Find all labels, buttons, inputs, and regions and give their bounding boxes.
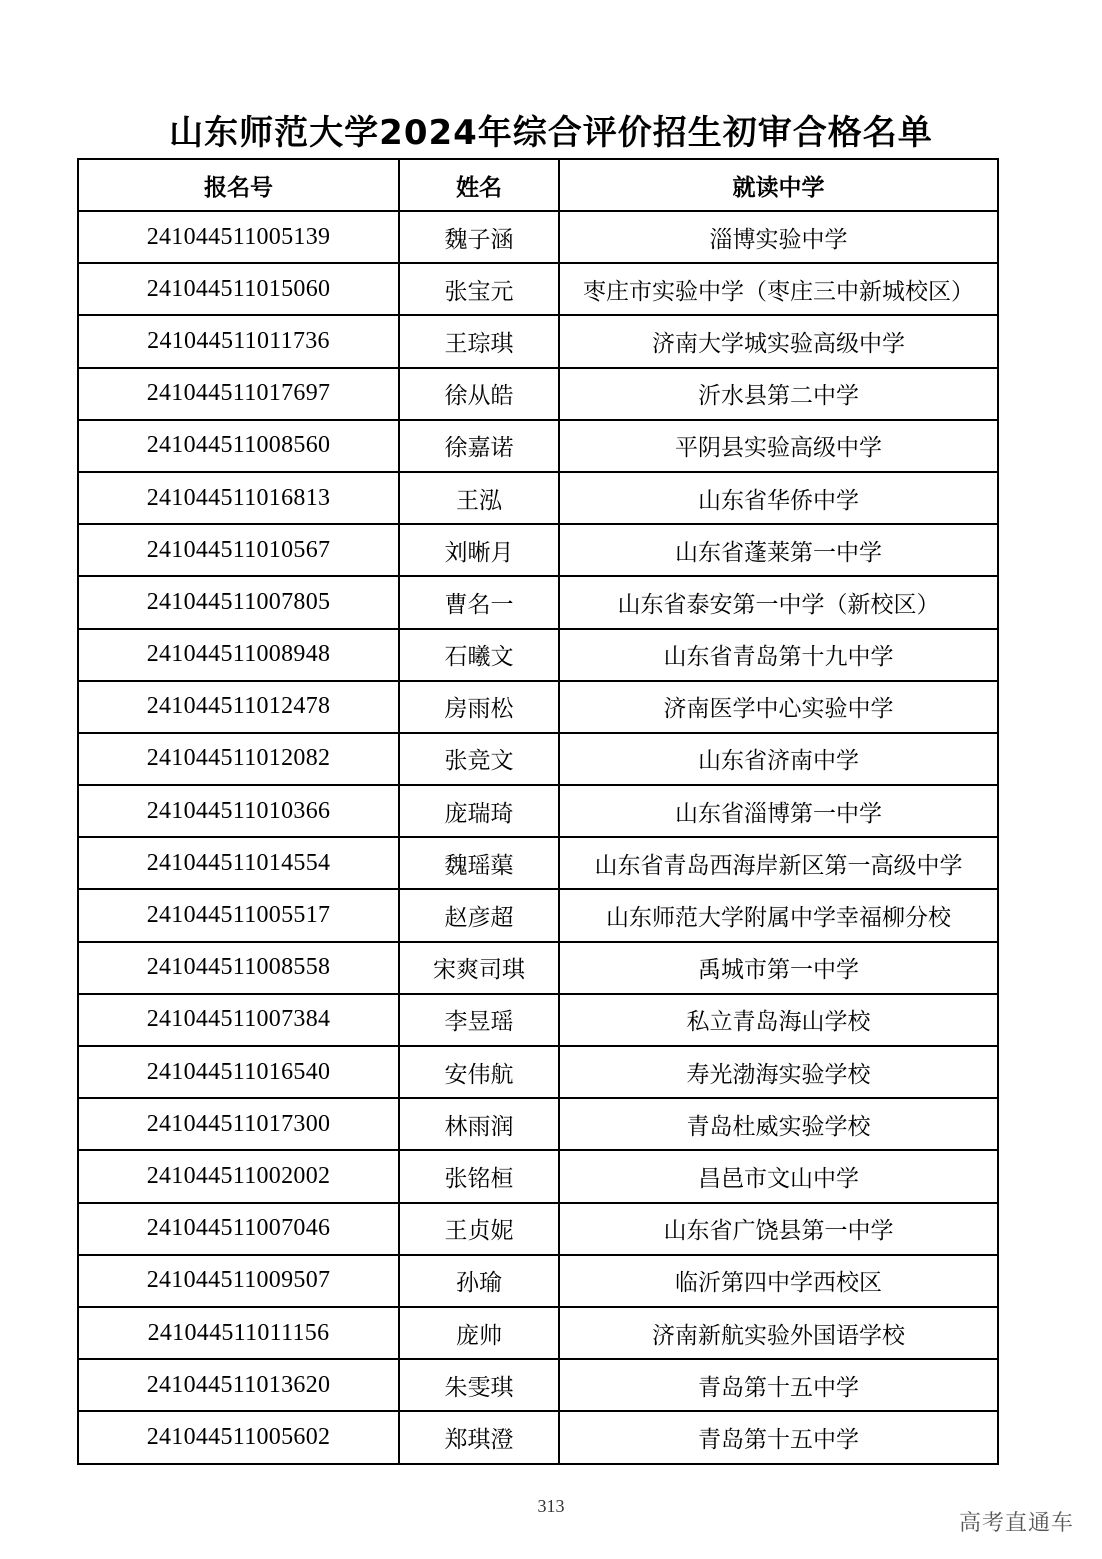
registration-number-cell: 241044511008560	[78, 420, 399, 472]
student-name-cell: 王泓	[399, 472, 559, 524]
student-name-cell: 张竞文	[399, 733, 559, 785]
school-name-cell: 济南医学中心实验中学	[559, 681, 998, 733]
school-name-cell: 青岛第十五中学	[559, 1359, 998, 1411]
table-row	[78, 733, 998, 785]
registration-number-cell: 241044511014554	[78, 837, 399, 889]
school-name-cell: 济南大学城实验高级中学	[559, 315, 998, 367]
registration-number-cell: 241044511005139	[78, 211, 399, 263]
header-registration-number: 报名号	[78, 159, 399, 211]
table-header-row	[78, 159, 998, 211]
school-name-cell: 禹城市第一中学	[559, 942, 998, 994]
table-row	[78, 1150, 998, 1202]
table-row	[78, 315, 998, 367]
table-row	[78, 472, 998, 524]
student-name-cell: 房雨松	[399, 681, 559, 733]
table-body	[78, 211, 998, 1464]
student-name-cell: 曹名一	[399, 576, 559, 628]
school-name-cell: 淄博实验中学	[559, 211, 998, 263]
table-row	[78, 1307, 998, 1359]
table-row	[78, 1255, 998, 1307]
watermark-text: 高考直通车	[958, 1511, 1074, 1536]
registration-number-cell: 241044511011736	[78, 315, 399, 367]
school-name-cell: 寿光渤海实验学校	[559, 1046, 998, 1098]
student-name-cell: 孙瑜	[399, 1255, 559, 1307]
registration-number-cell: 241044511015060	[78, 263, 399, 315]
registration-number-cell: 241044511017300	[78, 1098, 399, 1150]
table-row	[78, 368, 998, 420]
registration-number-cell: 241044511012082	[78, 733, 399, 785]
table-row	[78, 420, 998, 472]
registration-number-cell: 241044511005517	[78, 889, 399, 941]
student-name-cell: 庞瑞琦	[399, 785, 559, 837]
table-row	[78, 1411, 998, 1463]
school-name-cell: 山东省淄博第一中学	[559, 785, 998, 837]
school-name-cell: 平阴县实验高级中学	[559, 420, 998, 472]
table-row	[78, 1359, 998, 1411]
student-name-cell: 赵彦超	[399, 889, 559, 941]
school-name-cell: 山东省华侨中学	[559, 472, 998, 524]
table-row	[78, 1203, 998, 1255]
table-row	[78, 837, 998, 889]
student-name-cell: 张铭桓	[399, 1150, 559, 1202]
student-name-cell: 王贞妮	[399, 1203, 559, 1255]
table-row	[78, 524, 998, 576]
table-row	[78, 1098, 998, 1150]
student-name-cell: 林雨润	[399, 1098, 559, 1150]
table-row	[78, 889, 998, 941]
student-name-cell: 庞帅	[399, 1307, 559, 1359]
registration-number-cell: 241044511016813	[78, 472, 399, 524]
student-name-cell: 宋爽司琪	[399, 942, 559, 994]
school-name-cell: 私立青岛海山学校	[559, 994, 998, 1046]
header-name: 姓名	[399, 159, 559, 211]
school-name-cell: 沂水县第二中学	[559, 368, 998, 420]
table-row	[78, 1046, 998, 1098]
table-row	[78, 942, 998, 994]
school-name-cell: 山东师范大学附属中学幸福柳分校	[559, 889, 998, 941]
student-name-cell: 张宝元	[399, 263, 559, 315]
student-name-cell: 安伟航	[399, 1046, 559, 1098]
registration-number-cell: 241044511007805	[78, 576, 399, 628]
table-row	[78, 681, 998, 733]
school-name-cell: 山东省济南中学	[559, 733, 998, 785]
header-school: 就读中学	[559, 159, 998, 211]
registration-number-cell: 241044511013620	[78, 1359, 399, 1411]
school-name-cell: 山东省泰安第一中学（新校区）	[559, 576, 998, 628]
student-name-cell: 魏瑶蕖	[399, 837, 559, 889]
student-name-cell: 王琮琪	[399, 315, 559, 367]
registration-number-cell: 241044511008558	[78, 942, 399, 994]
table-row	[78, 576, 998, 628]
registration-number-cell: 241044511009507	[78, 1255, 399, 1307]
school-name-cell: 昌邑市文山中学	[559, 1150, 998, 1202]
school-name-cell: 临沂第四中学西校区	[559, 1255, 998, 1307]
school-name-cell: 枣庄市实验中学（枣庄三中新城校区）	[559, 263, 998, 315]
registration-number-cell: 241044511007046	[78, 1203, 399, 1255]
school-name-cell: 青岛杜威实验学校	[559, 1098, 998, 1150]
registration-number-cell: 241044511010567	[78, 524, 399, 576]
registration-number-cell: 241044511011156	[78, 1307, 399, 1359]
student-name-cell: 石曦文	[399, 629, 559, 681]
school-name-cell: 山东省蓬莱第一中学	[559, 524, 998, 576]
registration-number-cell: 241044511010366	[78, 785, 399, 837]
school-name-cell: 山东省青岛第十九中学	[559, 629, 998, 681]
table-row	[78, 994, 998, 1046]
registration-number-cell: 241044511012478	[78, 681, 399, 733]
student-name-cell: 徐从皓	[399, 368, 559, 420]
registration-number-cell: 241044511008948	[78, 629, 399, 681]
table-row	[78, 629, 998, 681]
registration-number-cell: 241044511005602	[78, 1411, 399, 1463]
student-name-cell: 刘晰月	[399, 524, 559, 576]
document-title: 山东师范大学2024年综合评价招生初审合格名单	[169, 113, 933, 153]
table-row	[78, 211, 998, 263]
student-name-cell: 朱雯琪	[399, 1359, 559, 1411]
school-name-cell: 济南新航实验外国语学校	[559, 1307, 998, 1359]
registration-number-cell: 241044511017697	[78, 368, 399, 420]
table-row	[78, 785, 998, 837]
page-number: 313	[537, 1496, 565, 1516]
registration-number-cell: 241044511007384	[78, 994, 399, 1046]
student-name-cell: 徐嘉诺	[399, 420, 559, 472]
registration-number-cell: 241044511016540	[78, 1046, 399, 1098]
student-name-cell: 李昱瑶	[399, 994, 559, 1046]
school-name-cell: 青岛第十五中学	[559, 1411, 998, 1463]
registration-number-cell: 241044511002002	[78, 1150, 399, 1202]
table-row	[78, 263, 998, 315]
admission-list-table	[77, 158, 999, 1465]
school-name-cell: 山东省广饶县第一中学	[559, 1203, 998, 1255]
school-name-cell: 山东省青岛西海岸新区第一高级中学	[559, 837, 998, 889]
student-name-cell: 郑琪澄	[399, 1411, 559, 1463]
student-name-cell: 魏子涵	[399, 211, 559, 263]
